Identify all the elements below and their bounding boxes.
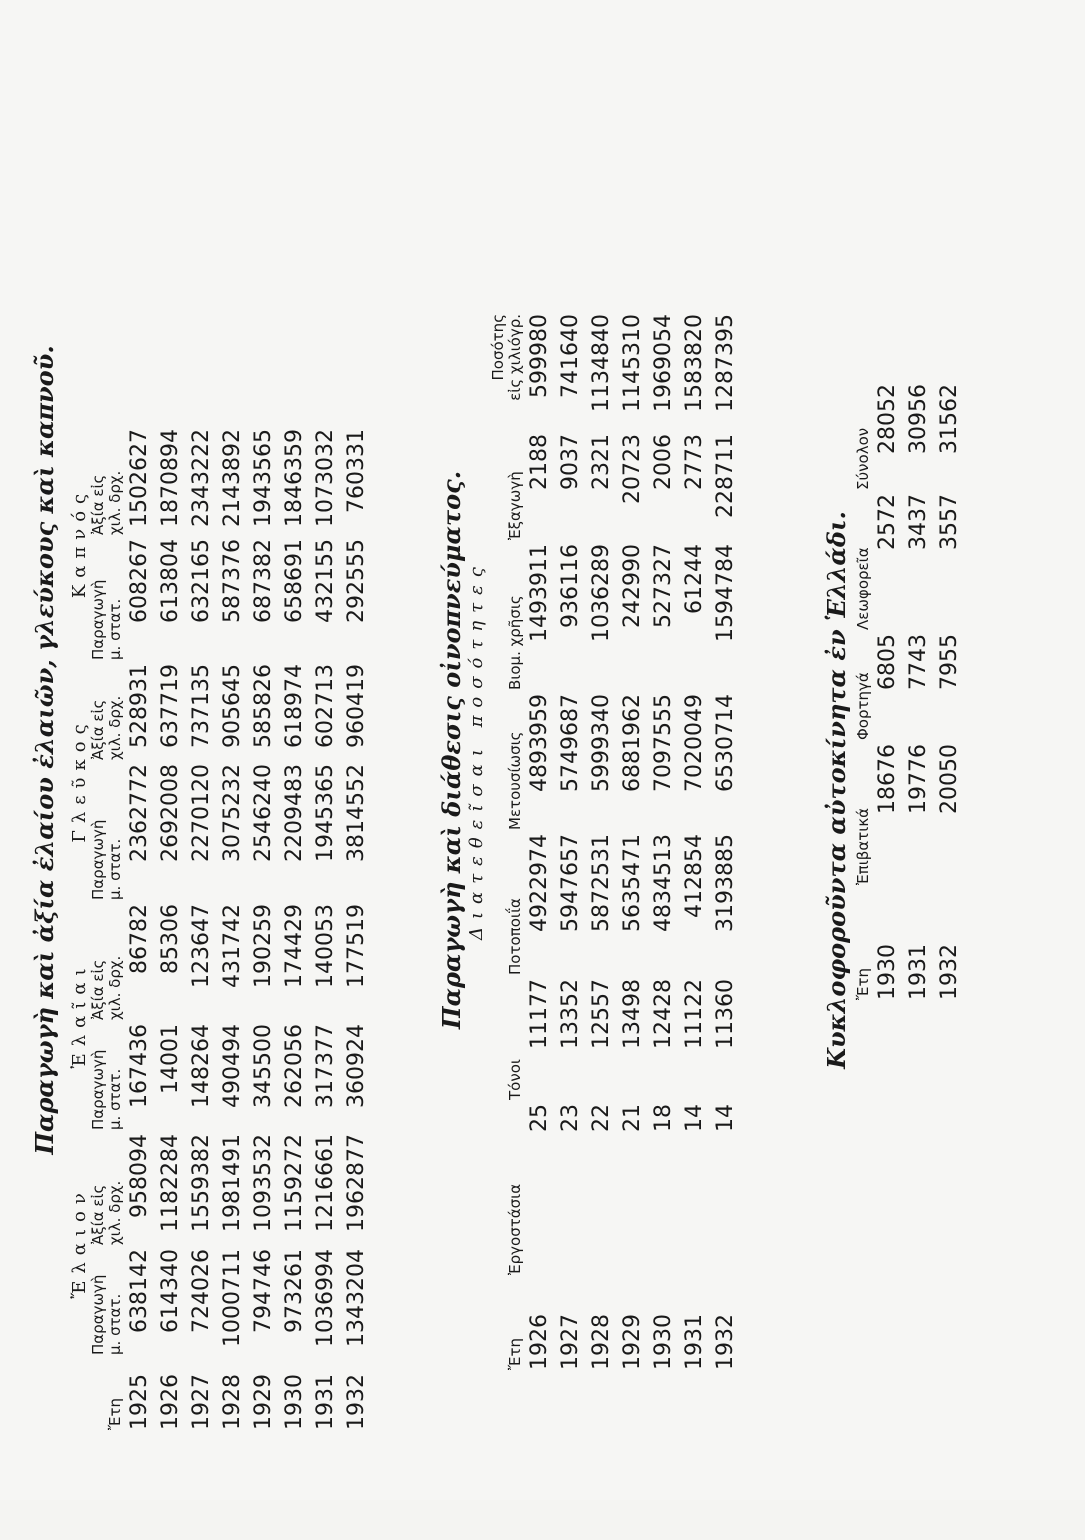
value-cell: 13352 — [558, 979, 583, 1049]
value-cell: 687382 — [251, 539, 276, 623]
value-cell: 25 — [527, 1104, 552, 1132]
value-cell: 760331 — [344, 429, 369, 513]
table-row — [124, 425, 155, 1430]
value-cell: 1962877 — [344, 1134, 369, 1232]
value-cell: 4922974 — [527, 834, 552, 932]
value-cell: 412854 — [682, 834, 707, 918]
value-cell: 973261 — [282, 1249, 307, 1333]
header-quantity-l1: Ποσότης — [489, 314, 507, 381]
header-years: Ἔτη — [506, 1337, 524, 1370]
table-row — [903, 380, 934, 1000]
value-cell: 1981491 — [220, 1134, 245, 1232]
value-cell: 527327 — [651, 544, 676, 628]
value-cell: 960419 — [344, 664, 369, 748]
header-value-l1: Ἀξία εἰς — [89, 474, 107, 535]
value-cell: 3557 — [937, 494, 962, 550]
header-production-l1: Παραγωγὴ — [89, 819, 107, 900]
value-cell: 585826 — [251, 664, 276, 748]
olive-oil-tobacco-table — [60, 425, 372, 1430]
value-cell: 148264 — [189, 1024, 214, 1108]
value-cell: 2362772 — [127, 764, 152, 862]
value-cell: 1287395 — [713, 314, 738, 412]
year-cell: 1931 — [313, 1374, 338, 1430]
header-factories: Ἐργοστάσια — [506, 1183, 524, 1275]
value-cell: 7743 — [906, 634, 931, 690]
value-cell: 613804 — [158, 539, 183, 623]
value-cell: 6530714 — [713, 694, 738, 792]
value-cell: 3814552 — [344, 764, 369, 862]
header-production-l1: Παραγωγὴ — [89, 1049, 107, 1130]
header-value-l2: χιλ. δρχ. — [106, 1180, 124, 1245]
value-cell: 637719 — [158, 664, 183, 748]
value-cell: 1594784 — [713, 544, 738, 642]
section3-title: Κυκλοφοροῦντα αὐτοκίνητα ἐν Ἑλλάδι. — [822, 511, 851, 1069]
value-cell: 905645 — [220, 664, 245, 748]
value-cell: 1559382 — [189, 1134, 214, 1232]
year-cell: 1930 — [875, 944, 900, 1000]
value-cell: 4893959 — [527, 694, 552, 792]
table-row — [586, 310, 617, 1370]
section1-title: Παραγωγὴ καὶ ἀξία ἐλαίου ἐλαιῶν, γλεύκους καὶ καπνοῦ. — [30, 345, 59, 1155]
header-trucks: Φορτηγά — [854, 672, 872, 740]
year-cell: 1932 — [344, 1374, 369, 1430]
header-value-l2: χιλ. δρχ. — [106, 695, 124, 760]
value-cell: 632165 — [189, 539, 214, 623]
year-cell: 1926 — [527, 1314, 552, 1370]
value-cell: 528931 — [127, 664, 152, 748]
value-cell: 12428 — [651, 979, 676, 1049]
value-cell: 21 — [620, 1104, 645, 1132]
header-value — [90, 900, 124, 1020]
year-cell: 1925 — [127, 1374, 152, 1430]
alcohol-table — [490, 310, 741, 1370]
table-row — [310, 425, 341, 1430]
value-cell: 177519 — [344, 904, 369, 988]
value-cell: 1846359 — [282, 429, 307, 527]
value-cell: 360924 — [344, 1024, 369, 1108]
header-production — [90, 1020, 124, 1130]
value-cell: 1943565 — [251, 429, 276, 527]
table-row — [217, 425, 248, 1430]
distributed-quantities-subheader: Διατεθεῖσαι ποσότητες — [466, 559, 487, 940]
value-cell: 167436 — [127, 1024, 152, 1108]
table-row — [710, 310, 741, 1370]
value-cell: 7020049 — [682, 694, 707, 792]
header-denaturation: Μετουσίωσις — [506, 731, 524, 830]
value-cell: 30956 — [906, 384, 931, 454]
value-cell: 3437 — [906, 494, 931, 550]
table-row — [279, 425, 310, 1430]
value-cell: 31562 — [937, 384, 962, 454]
value-cell: 2209483 — [282, 764, 307, 862]
year-cell: 1928 — [220, 1374, 245, 1430]
value-cell: 1093532 — [251, 1134, 276, 1232]
value-cell: 86782 — [127, 904, 152, 974]
value-cell: 11177 — [527, 979, 552, 1049]
value-cell: 2143892 — [220, 429, 245, 527]
header-passenger: Ἐπιβατικά — [854, 807, 872, 885]
header-value-l1: Ἀξία εἰς — [89, 699, 107, 760]
value-cell: 587376 — [220, 539, 245, 623]
value-cell: 20723 — [620, 434, 645, 504]
table-row — [555, 310, 586, 1370]
header-value — [90, 425, 124, 535]
value-cell: 2270120 — [189, 764, 214, 862]
value-cell: 431742 — [220, 904, 245, 988]
value-cell: 599980 — [527, 314, 552, 398]
value-cell: 12557 — [589, 979, 614, 1049]
table3-body — [872, 380, 965, 1000]
year-cell: 1931 — [906, 944, 931, 1000]
value-cell: 1159272 — [282, 1134, 307, 1232]
value-cell: 602713 — [313, 664, 338, 748]
value-cell: 14 — [713, 1104, 738, 1132]
value-cell: 23 — [558, 1104, 583, 1132]
header-tons: Τόνοι — [506, 1059, 524, 1100]
table1-body — [124, 425, 372, 1430]
table-row — [872, 380, 903, 1000]
value-cell: 1134840 — [589, 314, 614, 412]
value-cell: 22 — [589, 1104, 614, 1132]
value-cell: 794746 — [251, 1249, 276, 1333]
header-value-l2: χιλ. δρχ. — [106, 470, 124, 535]
table-row — [934, 380, 965, 1000]
group-olive-oil: Ἔλαιον — [69, 1186, 90, 1299]
header-production-l2: μ. στατ. — [106, 1068, 124, 1130]
value-cell: 1502627 — [127, 429, 152, 527]
value-cell: 228711 — [713, 434, 738, 518]
value-cell: 2773 — [682, 434, 707, 490]
value-cell: 13498 — [620, 979, 645, 1049]
value-cell: 1583820 — [682, 314, 707, 412]
value-cell: 2343222 — [189, 429, 214, 527]
year-cell: 1926 — [158, 1374, 183, 1430]
header-total: Σύνολον — [854, 427, 872, 490]
header-production — [90, 1245, 124, 1355]
value-cell: 741640 — [558, 314, 583, 398]
year-cell: 1932 — [937, 944, 962, 1000]
value-cell: 737135 — [189, 664, 214, 748]
header-liquor-making: Ποτοποιΐα — [506, 898, 524, 975]
value-cell: 1870894 — [158, 429, 183, 527]
value-cell: 174429 — [282, 904, 307, 988]
value-cell: 1216661 — [313, 1134, 338, 1232]
value-cell: 4834513 — [651, 834, 676, 932]
header-value-l1: Ἀξία εἰς — [89, 959, 107, 1020]
value-cell: 638142 — [127, 1249, 152, 1333]
header-buses: Λεωφορεῖα — [854, 547, 872, 630]
header-quantity-l2: εἰς χιλιόγρ. — [506, 314, 524, 401]
table-row — [186, 425, 217, 1430]
value-cell: 2006 — [651, 434, 676, 490]
value-cell: 345500 — [251, 1024, 276, 1108]
value-cell: 2188 — [527, 434, 552, 490]
group-olives: Ἐλαῖαι — [69, 961, 90, 1069]
value-cell: 3193885 — [713, 834, 738, 932]
table-row — [155, 425, 186, 1430]
value-cell: 190259 — [251, 904, 276, 988]
value-cell: 1945365 — [313, 764, 338, 862]
value-cell: 5749687 — [558, 694, 583, 792]
value-cell: 5999340 — [589, 694, 614, 792]
header-production-l2: μ. στατ. — [106, 598, 124, 660]
value-cell: 5947657 — [558, 834, 583, 932]
header-value — [90, 1130, 124, 1245]
value-cell: 317377 — [313, 1024, 338, 1108]
value-cell: 936116 — [558, 544, 583, 628]
value-cell: 18 — [651, 1104, 676, 1132]
table-row — [679, 310, 710, 1370]
value-cell: 658691 — [282, 539, 307, 623]
header-quantity-kg — [490, 310, 524, 430]
header-production — [90, 760, 124, 900]
value-cell: 608267 — [127, 539, 152, 623]
section2-title: Παραγωγὴ καὶ διάθεσις οἰνοπνεύματος. — [437, 470, 466, 1030]
year-cell: 1928 — [589, 1314, 614, 1370]
value-cell: 14 — [682, 1104, 707, 1132]
value-cell: 2572 — [875, 494, 900, 550]
value-cell: 140053 — [313, 904, 338, 988]
header-export: Ἐξαγωγὴ — [506, 471, 524, 540]
value-cell: 3075232 — [220, 764, 245, 862]
value-cell: 19776 — [906, 744, 931, 814]
value-cell: 1036994 — [313, 1249, 338, 1347]
table-row — [341, 425, 372, 1430]
value-cell: 1343204 — [344, 1249, 369, 1347]
table-row — [524, 310, 555, 1370]
value-cell: 14001 — [158, 1024, 183, 1094]
value-cell: 85306 — [158, 904, 183, 974]
year-cell: 1932 — [713, 1314, 738, 1370]
value-cell: 5872531 — [589, 834, 614, 932]
value-cell: 958094 — [127, 1134, 152, 1218]
value-cell: 61244 — [682, 544, 707, 614]
value-cell: 6805 — [875, 634, 900, 690]
value-cell: 1073032 — [313, 429, 338, 527]
value-cell: 292555 — [344, 539, 369, 623]
header-value-l2: χιλ. δρχ. — [106, 955, 124, 1020]
header-value-l1: Ἀξία εἰς — [89, 1184, 107, 1245]
header-production — [90, 535, 124, 660]
year-cell: 1927 — [558, 1314, 583, 1370]
value-cell: 7955 — [937, 634, 962, 690]
value-cell: 614340 — [158, 1249, 183, 1333]
header-production-l1: Παραγωγὴ — [89, 1274, 107, 1355]
value-cell: 242990 — [620, 544, 645, 628]
value-cell: 2321 — [589, 434, 614, 490]
table2-body — [524, 310, 741, 1370]
value-cell: 618974 — [282, 664, 307, 748]
value-cell: 432155 — [313, 539, 338, 623]
value-cell: 11360 — [713, 979, 738, 1049]
years-group-spacer — [60, 1355, 90, 1430]
table-row — [648, 310, 679, 1370]
table-row — [248, 425, 279, 1430]
year-cell: 1931 — [682, 1314, 707, 1370]
header-production-l1: Παραγωγὴ — [89, 579, 107, 660]
value-cell: 11122 — [682, 979, 707, 1049]
year-cell: 1929 — [620, 1314, 645, 1370]
automobiles-table — [855, 380, 965, 1000]
value-cell: 28052 — [875, 384, 900, 454]
group-must: Γλεῦκος — [69, 717, 90, 843]
table-row — [617, 310, 648, 1370]
year-cell: 1929 — [251, 1374, 276, 1430]
value-cell: 7097555 — [651, 694, 676, 792]
value-cell: 9037 — [558, 434, 583, 490]
header-years: Ἔτη — [854, 967, 872, 1000]
value-cell: 6881962 — [620, 694, 645, 792]
header-production-l2: μ. στατ. — [106, 838, 124, 900]
value-cell: 18676 — [875, 744, 900, 814]
value-cell: 1036289 — [589, 544, 614, 642]
value-cell: 20050 — [937, 744, 962, 814]
value-cell: 724026 — [189, 1249, 214, 1333]
value-cell: 2546240 — [251, 764, 276, 862]
value-cell: 262056 — [282, 1024, 307, 1108]
group-tobacco: Καπνός — [69, 486, 90, 599]
value-cell: 1493911 — [527, 544, 552, 642]
value-cell: 5635471 — [620, 834, 645, 932]
header-years: Ἔτη — [106, 1397, 124, 1430]
value-cell: 1182284 — [158, 1134, 183, 1232]
value-cell: 1969054 — [651, 314, 676, 412]
value-cell: 2692008 — [158, 764, 183, 862]
value-cell: 123647 — [189, 904, 214, 988]
year-cell: 1930 — [282, 1374, 307, 1430]
year-cell: 1927 — [189, 1374, 214, 1430]
value-cell: 490494 — [220, 1024, 245, 1108]
year-cell: 1930 — [651, 1314, 676, 1370]
value-cell: 1145310 — [620, 314, 645, 412]
value-cell: 1000711 — [220, 1249, 245, 1347]
header-production-l2: μ. στατ. — [106, 1293, 124, 1355]
header-industrial-use: Βιομ. χρῆσις — [506, 595, 524, 690]
header-value — [90, 660, 124, 760]
